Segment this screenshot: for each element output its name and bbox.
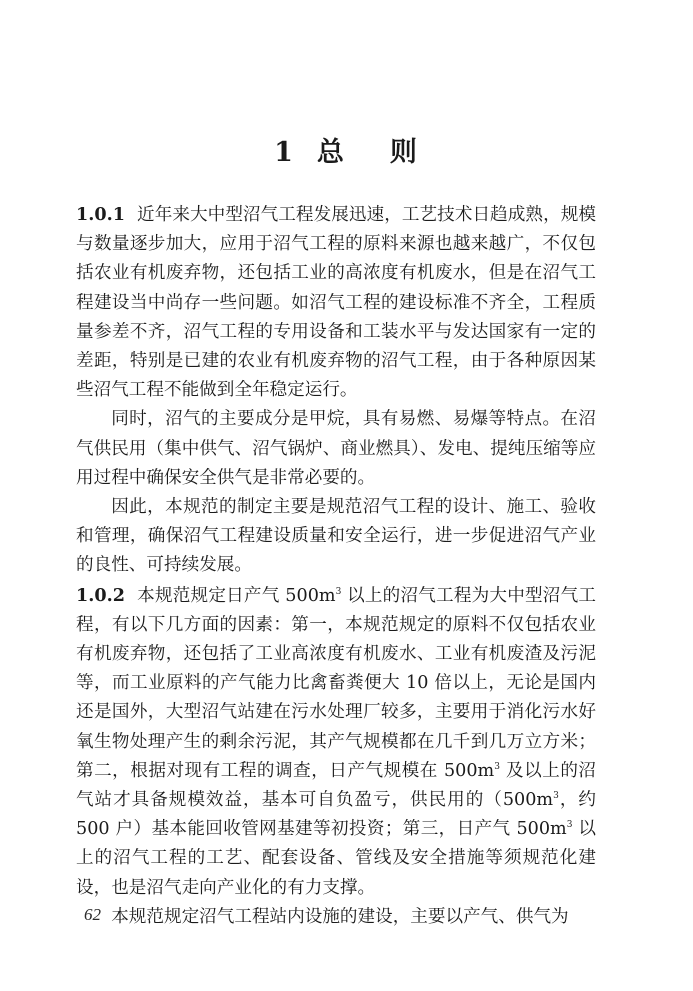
paragraph-text: 以上的沼气工程为大中型沼气工程，有以下几方面的因素：第一，本规范规定的原料不仅包括农业有机废弃物，还包括了工业高浓度有机废水、工业有机废渣及污泥等，而工业原料的产气能力比禽畜粪便大 10 倍以上，无论是国内还是国外，大型沼气站建在污水处理厂较多，主要用于消化污水好氧生物处理产生的剩余污泥，其产气规模都在几千到几万立方米；第二，根据对现有工程的调查，日产气规模在 500m: [76, 585, 596, 781]
chapter-number: 1: [274, 137, 295, 168]
superscript: 3: [553, 791, 559, 802]
paragraph-text: 本规范规定沼气工程站内设施的建设，主要以产气、供气为: [111, 906, 569, 927]
paragraph-text: 因此，本规范的制定主要是规范沼气工程的设计、施工、验收和管理，确保沼气工程建设质量和安全运行，进一步促进沼气产业的良性、可持续发展。: [76, 497, 596, 576]
body-text: [76, 200, 596, 932]
clause-1-0-1-paragraph: [76, 200, 596, 405]
superscript: 3: [566, 820, 573, 831]
paragraph-text: 以上的沼气工程的工艺、配套设备、管线及安全措施等须规范化建设，也是沼气走向产业化的有力支撑。: [76, 819, 596, 898]
paragraph-text: 同时，沼气的主要成分是甲烷，具有易燃、易爆等特点。在沼气供民用（集中供气、沼气锅炉、商业燃具）、发电、提纯压缩等应用过程中确保安全供气是非常必要的。: [76, 409, 596, 488]
paragraph-text: ，约 500 户）基本能回收管网基建等初投资；第三，日产气 500m: [76, 790, 596, 840]
paragraph-text: 近年来大中型沼气工程发展迅速，工艺技术日趋成熟，规模与数量逐步加大，应用于沼气工程的原料来源也越来越广，不仅包括农业有机废弃物，还包括工业的高浓度有机废水，但是在沼气工程建设当中尚存一些问题。如沼气工程的建设标准不齐全，工程质量参差不齐，沼气工程的专用设备和工装水平与发达国家有一定的差距，特别是已建的农业有机废弃物的沼气工程，由于各种原因某些沼气工程不能做到全年稳定运行。: [76, 205, 596, 401]
clause-number: 1.0.2: [76, 584, 125, 606]
page-number: 62: [84, 905, 101, 924]
paragraph-safety: [76, 405, 596, 493]
paragraph-facilities: [76, 903, 596, 932]
paragraph-purpose: [76, 493, 596, 581]
paragraph-text: 及以上的沼气站才具备规模效益，基本可自负盈亏，供民用的（500m: [76, 760, 597, 811]
chapter-title-char-1: 总: [316, 137, 346, 168]
clause-1-0-2-paragraph: [76, 581, 596, 903]
chapter-title: [0, 133, 693, 173]
superscript: 3: [335, 586, 342, 597]
paragraph-text: 本规范规定日产气 500m: [136, 585, 336, 606]
chapter-title-char-2: 则: [389, 137, 419, 168]
clause-number: 1.0.1: [76, 204, 125, 225]
superscript: 3: [494, 761, 500, 772]
